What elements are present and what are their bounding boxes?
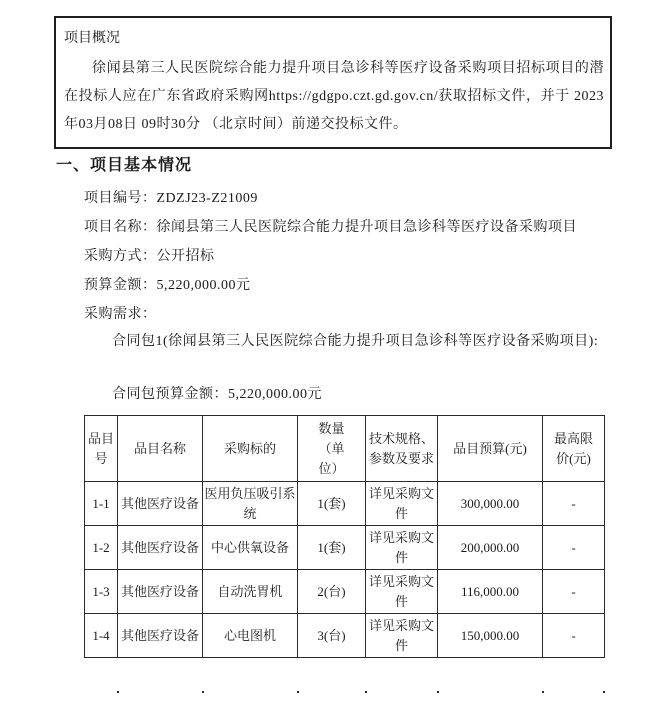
cell-item-budget: 200,000.00 <box>438 526 543 570</box>
cell-item-name: 其他医疗设备 <box>118 526 203 570</box>
cell-price-cap: - <box>543 614 605 658</box>
cell-procurement-target: 医用负压吸引系统 <box>203 482 298 526</box>
items-table <box>84 415 605 658</box>
header-item-no: 品目号 <box>85 416 118 482</box>
cell-item-budget: 116,000.00 <box>438 570 543 614</box>
overview-paragraph: 徐闻县第三人民医院综合能力提升项目急诊科等医疗设备采购项目招标项目的潜在投标人应在广东省政府采购网https://gdgpo.czt.gd.gov.cn/获取招标文件，并于 2023年03月08日 09时30分 （北京时间）前递交投标文件。 <box>64 61 604 132</box>
table-header-row <box>85 416 605 482</box>
cell-procurement-target: 中心供氧设备 <box>203 526 298 570</box>
table-row <box>85 482 605 526</box>
cell-price-cap: - <box>543 570 605 614</box>
cell-quantity: 3(台) <box>298 614 366 658</box>
cell-item-no: 1-4 <box>85 614 118 658</box>
cell-tech-spec: 详见采购文件 <box>366 614 438 658</box>
header-tech-spec: 技术规格、参数及要求 <box>366 416 438 482</box>
cell-item-budget: 150,000.00 <box>438 614 543 658</box>
project-overview-box <box>54 16 612 149</box>
procurement-method-line: 采购方式：公开招标 <box>84 249 215 264</box>
header-quantity-unit: 数量（单位） <box>298 416 366 482</box>
cell-item-name: 其他医疗设备 <box>118 482 203 526</box>
table-row <box>85 526 605 570</box>
cell-item-budget: 300,000.00 <box>438 482 543 526</box>
budget-amount-line: 预算金额：5,220,000.00元 <box>84 278 251 293</box>
project-number-line: 项目编号：ZDZJ23-Z21009 <box>84 191 258 206</box>
cell-item-name: 其他医疗设备 <box>118 614 203 658</box>
cell-item-no: 1-2 <box>85 526 118 570</box>
cell-procurement-target: 心电图机 <box>203 614 298 658</box>
table-row <box>85 570 605 614</box>
project-name-line: 项目名称：徐闻县第三人民医院综合能力提升项目急诊科等医疗设备采购项目 <box>84 220 577 235</box>
items-table-container <box>84 415 605 658</box>
cell-quantity: 1(套) <box>298 526 366 570</box>
cell-tech-spec: 详见采购文件 <box>366 482 438 526</box>
cell-quantity: 1(套) <box>298 482 366 526</box>
cell-item-no: 1-3 <box>85 570 118 614</box>
header-price-cap: 最高限价(元) <box>543 416 605 482</box>
cell-tech-spec: 详见采购文件 <box>366 526 438 570</box>
table-continuation-marks <box>84 691 605 694</box>
section-heading: 一、项目基本情况 <box>56 157 193 174</box>
contract-package-budget-line: 合同包预算金额：5,220,000.00元 <box>112 387 322 402</box>
header-procurement-target: 采购标的 <box>203 416 298 482</box>
basic-info-block <box>84 184 577 329</box>
cell-price-cap: - <box>543 526 605 570</box>
header-item-budget: 品目预算(元) <box>438 416 543 482</box>
cell-quantity: 2(台) <box>298 570 366 614</box>
cell-tech-spec: 详见采购文件 <box>366 570 438 614</box>
overview-title: 项目概况 <box>64 31 120 46</box>
header-item-name: 品目名称 <box>118 416 203 482</box>
cell-item-no: 1-1 <box>85 482 118 526</box>
procurement-demand-line: 采购需求： <box>84 307 157 322</box>
cell-procurement-target: 自动洗胃机 <box>203 570 298 614</box>
cell-item-name: 其他医疗设备 <box>118 570 203 614</box>
table-row <box>85 614 605 658</box>
contract-package-line: 合同包1(徐闻县第三人民医院综合能力提升项目急诊科等医疗设备采购项目): <box>112 334 599 349</box>
cell-price-cap: - <box>543 482 605 526</box>
